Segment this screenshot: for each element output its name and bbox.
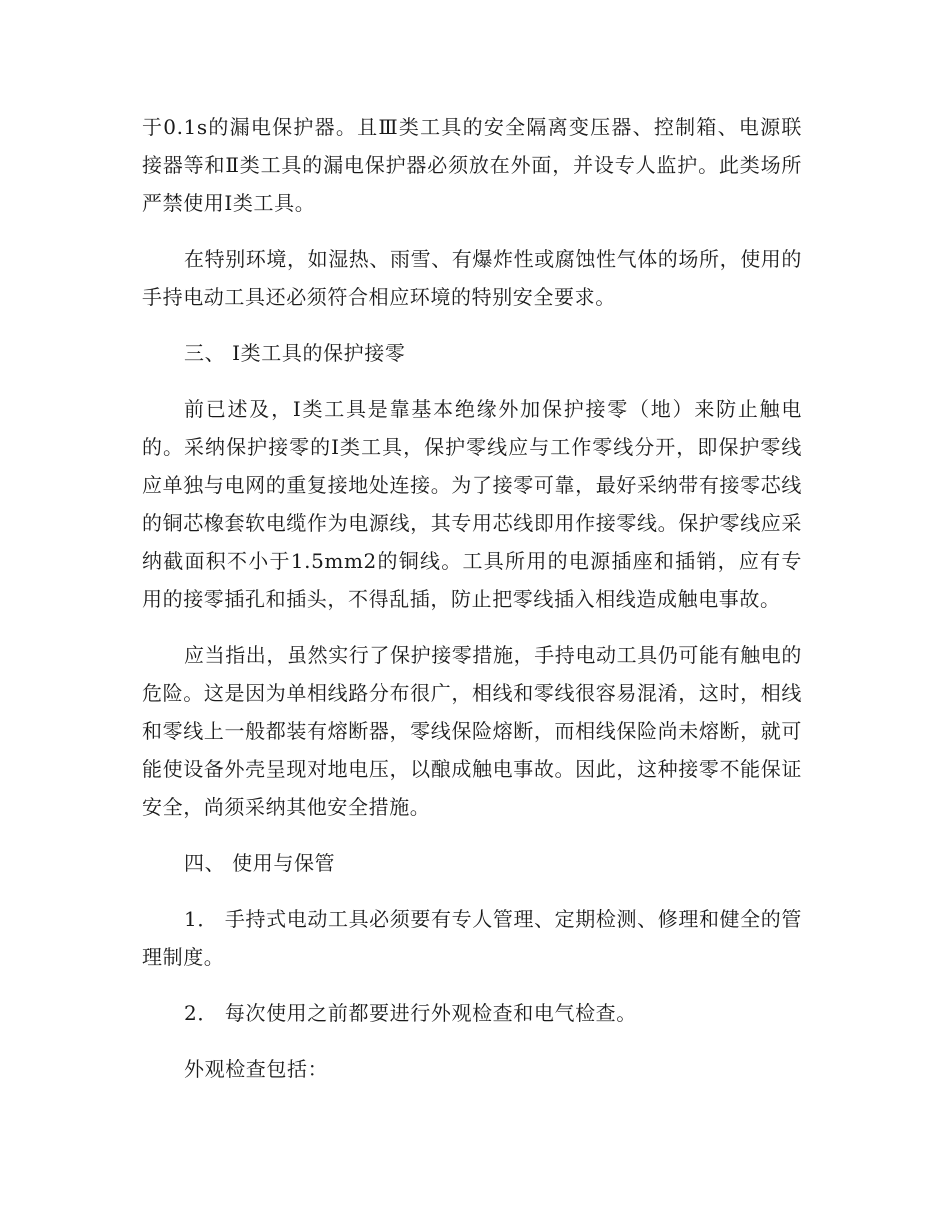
- paragraph-zeroing-risk: 应当指出，虽然实行了保护接零措施，手持电动工具仍可能有触电的危险。这是因为单相线路分布很广，相线和零线很容易混淆，这时，相线和零线上一般都装有熔断器，零线保险熔断，而相线保险尚未熔断，就可能使设备外壳呈现对地电压，以酿成触电事故。因此，这种接零不能保证安全，尚须采纳其他安全措施。: [142, 643, 802, 819]
- list-item-1: 1． 手持式电动工具必须要有专人管理、定期检测、修理和健全的管理制度。: [142, 907, 802, 969]
- section-heading-4: 四、 使用与保管: [184, 851, 336, 875]
- section-heading-3: 三、 Ⅰ类工具的保护接零: [184, 341, 406, 365]
- paragraph-leakage-protector: 于0.1s的漏电保护器。且Ⅲ类工具的安全隔离变压器、控制箱、电源联接器等和Ⅱ类工具的漏电保护器必须放在外面，并设专人监护。此类场所严禁使用Ⅰ类工具。: [142, 115, 802, 215]
- document-body: [142, 108, 802, 1106]
- list-item-2: 2． 每次使用之前都要进行外观检查和电气检查。: [184, 1001, 637, 1025]
- paragraph-protective-zeroing: 前已述及，Ⅰ类工具是靠基本绝缘外加保护接零（地）来防止触电的。采纳保护接零的Ⅰ类工具，保护零线应与工作零线分开，即保护零线应单独与电网的重复接地处连接。为了接零可靠，最好采纳带有接零芯线的铜芯橡套软电缆作为电源线，其专用芯线即用作接零线。保护零线应采纳截面积不小于1.5mm2的铜线。工具所用的电源插座和插销，应有专用的接零插孔和插头，不得乱插，防止把零线插入相线造成触电事故。: [142, 397, 802, 611]
- paragraph-visual-inspection: 外观检查包括：: [184, 1057, 329, 1081]
- paragraph-special-environment: 在特别环境，如湿热、雨雪、有爆炸性或腐蚀性气体的场所，使用的手持电动工具还必须符合相应环境的特别安全要求。: [142, 247, 802, 309]
